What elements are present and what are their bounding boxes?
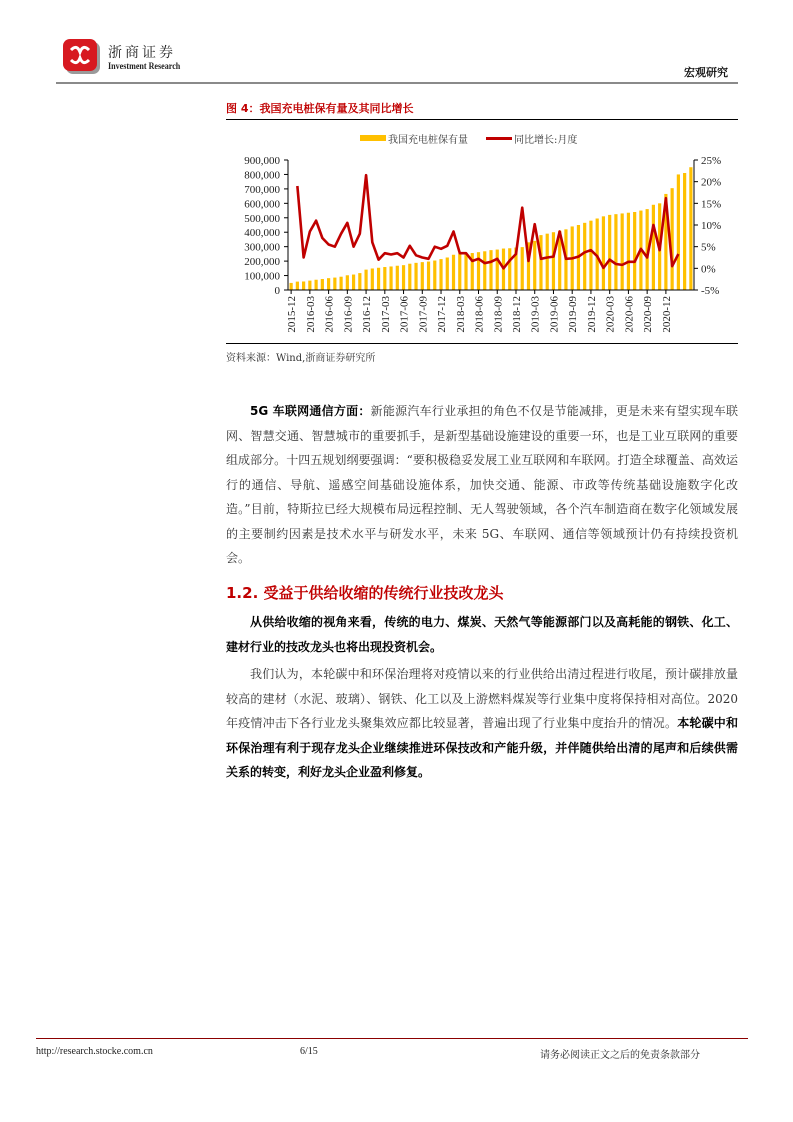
header-divider xyxy=(56,82,738,84)
figure-bottom-rule xyxy=(226,343,738,344)
paragraph-lead: 5G 车联网通信方面： xyxy=(250,404,371,418)
svg-text:0: 0 xyxy=(274,285,280,297)
chart-legend xyxy=(360,131,577,145)
bar xyxy=(402,265,405,290)
legend-line-label: 同比增长:月度 xyxy=(514,134,578,146)
svg-text:600,000: 600,000 xyxy=(244,198,280,211)
paragraph-text: 我们认为，本轮碳中和环保治理将对疫情以来的行业供给出清过程进行收尾，预计碳排放量较高的建材（水泥、玻璃）、钢铁、化工以及上游燃料煤炭等行业集中度将保持相对高位。2020 年疫情冲击下各行业龙头聚集效应都比较显著，普遍出现了行业集中度抬升的情况。 xyxy=(226,667,738,730)
bar xyxy=(652,205,655,290)
section-heading: 1.2. 受益于供给收缩的传统行业技改龙头 xyxy=(226,584,504,602)
svg-text:2019-12: 2019-12 xyxy=(585,296,598,333)
svg-text:2020-06: 2020-06 xyxy=(623,296,636,333)
bar xyxy=(483,251,486,290)
bar xyxy=(408,264,411,290)
svg-text:700,000: 700,000 xyxy=(244,183,280,196)
svg-text:2017-12: 2017-12 xyxy=(436,296,449,333)
bar xyxy=(552,232,555,290)
svg-text:200,000: 200,000 xyxy=(244,256,280,269)
svg-text:-5%: -5% xyxy=(701,285,720,297)
svg-text:2017-03: 2017-03 xyxy=(379,296,392,333)
bar xyxy=(321,279,324,290)
bar xyxy=(302,281,305,290)
svg-text:2017-06: 2017-06 xyxy=(398,296,411,333)
bar xyxy=(364,270,367,290)
bar xyxy=(464,253,467,290)
paragraph-bold-text: 本轮碳中和环保治理有利于现存龙头企业继续推进环保技改和产能升级，并伴随供给出清的尾声和后续供需关系的转变，利好龙头企业盈利修复。 xyxy=(226,716,738,779)
svg-text:2018-03: 2018-03 xyxy=(454,296,467,333)
legend-item-line xyxy=(486,131,577,146)
bar xyxy=(396,266,399,290)
svg-text:2019-03: 2019-03 xyxy=(529,296,542,333)
bar xyxy=(352,275,355,290)
bar xyxy=(508,248,511,290)
bar xyxy=(677,174,680,290)
figure-title: 图 4：我国充电桩保有量及其同比增长 xyxy=(226,102,414,115)
svg-text:2017-09: 2017-09 xyxy=(417,296,430,333)
svg-text:2016-03: 2016-03 xyxy=(304,296,317,333)
paragraph-5g-iov xyxy=(226,399,738,571)
svg-text:2018-09: 2018-09 xyxy=(492,296,505,333)
bar xyxy=(602,216,605,290)
bar xyxy=(627,213,630,290)
svg-text:2018-06: 2018-06 xyxy=(473,296,486,333)
page-number: 6/15 xyxy=(300,1046,318,1057)
svg-text:2015-12: 2015-12 xyxy=(286,296,299,333)
logo-chinese-name: 浙商证券 xyxy=(108,45,176,61)
report-category: 宏观研究 xyxy=(684,66,728,79)
bar xyxy=(539,235,542,290)
svg-text:300,000: 300,000 xyxy=(244,241,280,254)
legend-bar-label: 我国充电桩保有量 xyxy=(388,134,468,146)
svg-text:2018-12: 2018-12 xyxy=(510,296,523,333)
svg-text:5%: 5% xyxy=(701,241,716,254)
logo-english-name: Investment Research xyxy=(108,62,181,72)
svg-text:2016-09: 2016-09 xyxy=(342,296,355,333)
bar-swatch-icon xyxy=(360,135,386,141)
bar xyxy=(533,241,536,290)
bar xyxy=(427,262,430,290)
svg-text:2020-09: 2020-09 xyxy=(642,296,655,333)
bar xyxy=(421,262,424,290)
page-header xyxy=(56,38,736,86)
bar xyxy=(439,259,442,290)
bar xyxy=(414,263,417,290)
line-swatch-icon xyxy=(486,137,512,140)
bar xyxy=(521,247,524,290)
bar xyxy=(358,273,361,290)
bar xyxy=(583,223,586,290)
bar xyxy=(339,277,342,290)
company-logo-icon xyxy=(62,38,102,76)
bar xyxy=(290,283,293,290)
bar xyxy=(546,234,549,290)
bar xyxy=(489,250,492,290)
bar xyxy=(308,281,311,290)
svg-text:10%: 10% xyxy=(701,220,722,232)
svg-text:900,000: 900,000 xyxy=(244,155,280,167)
svg-text:0%: 0% xyxy=(701,263,716,276)
figure-top-rule xyxy=(226,119,738,120)
svg-text:15%: 15% xyxy=(701,198,722,211)
bar xyxy=(296,282,299,290)
bar xyxy=(446,258,449,291)
bar xyxy=(383,267,386,290)
bar xyxy=(671,188,674,290)
bar xyxy=(496,250,499,290)
footer-url-link[interactable]: http://research.stocke.com.cn xyxy=(36,1046,153,1057)
paragraph-text: 新能源汽车行业承担的角色不仅是节能减排，更是未来有望实现车联网、智慧交通、智慧城市的重要抓手，是新型基础设施建设的重要一环，也是工业互联网的重要组成部分。十四五规划纲要强调：“要积极稳妥发展工业互联网和车联网。打造全球覆盖、高效运行的通信、导航、遥感空间基础设施体系，加快交通、能源、市政等传统基础设施数字化改造。”目前，特斯拉已经大规模布局远程控制、无人驾驶领域，各个汽车制造商在数字化领域发展的主要制约因素是技术水平与研发水平，未来 5G、车联网、通信等领域预计仍有持续投资机会。 xyxy=(226,404,738,565)
svg-text:2016-12: 2016-12 xyxy=(361,296,374,333)
svg-text:2020-12: 2020-12 xyxy=(660,296,673,333)
footer-disclaimer: 请务必阅读正文之后的免责条款部分 xyxy=(540,1050,700,1061)
bar xyxy=(689,167,692,290)
bar xyxy=(589,221,592,290)
paragraph-carbon-neutral xyxy=(226,662,738,785)
svg-text:2019-09: 2019-09 xyxy=(567,296,580,333)
bar xyxy=(608,215,611,290)
paragraph-supply-contraction: 从供给收缩的视角来看，传统的电力、煤炭、天然气等能源部门以及高耗能的钢铁、化工、建材行业的技改龙头也将出现投资机会。 xyxy=(226,615,738,654)
bar xyxy=(452,255,455,290)
bar xyxy=(315,280,318,290)
bar xyxy=(346,275,349,290)
bar xyxy=(458,254,461,290)
bar xyxy=(371,268,374,290)
svg-text:400,000: 400,000 xyxy=(244,227,280,240)
charging-pile-chart xyxy=(226,148,738,340)
footer-divider xyxy=(36,1038,748,1039)
svg-text:20%: 20% xyxy=(701,176,722,189)
svg-text:25%: 25% xyxy=(701,155,722,167)
svg-text:2020-03: 2020-03 xyxy=(604,296,617,333)
bar xyxy=(389,266,392,290)
svg-text:800,000: 800,000 xyxy=(244,169,280,182)
svg-text:500,000: 500,000 xyxy=(244,212,280,225)
bar xyxy=(377,268,380,290)
legend-item-bar xyxy=(360,131,468,146)
svg-text:2019-06: 2019-06 xyxy=(548,296,561,333)
svg-text:2016-06: 2016-06 xyxy=(323,296,336,333)
bar xyxy=(433,261,436,290)
svg-text:100,000: 100,000 xyxy=(244,270,280,283)
bar xyxy=(633,212,636,290)
bar xyxy=(683,173,686,290)
figure-source: 资料来源：Wind,浙商证券研究所 xyxy=(226,353,376,364)
bar xyxy=(621,213,624,290)
bar xyxy=(333,278,336,290)
bar xyxy=(327,278,330,290)
bar xyxy=(614,214,617,290)
